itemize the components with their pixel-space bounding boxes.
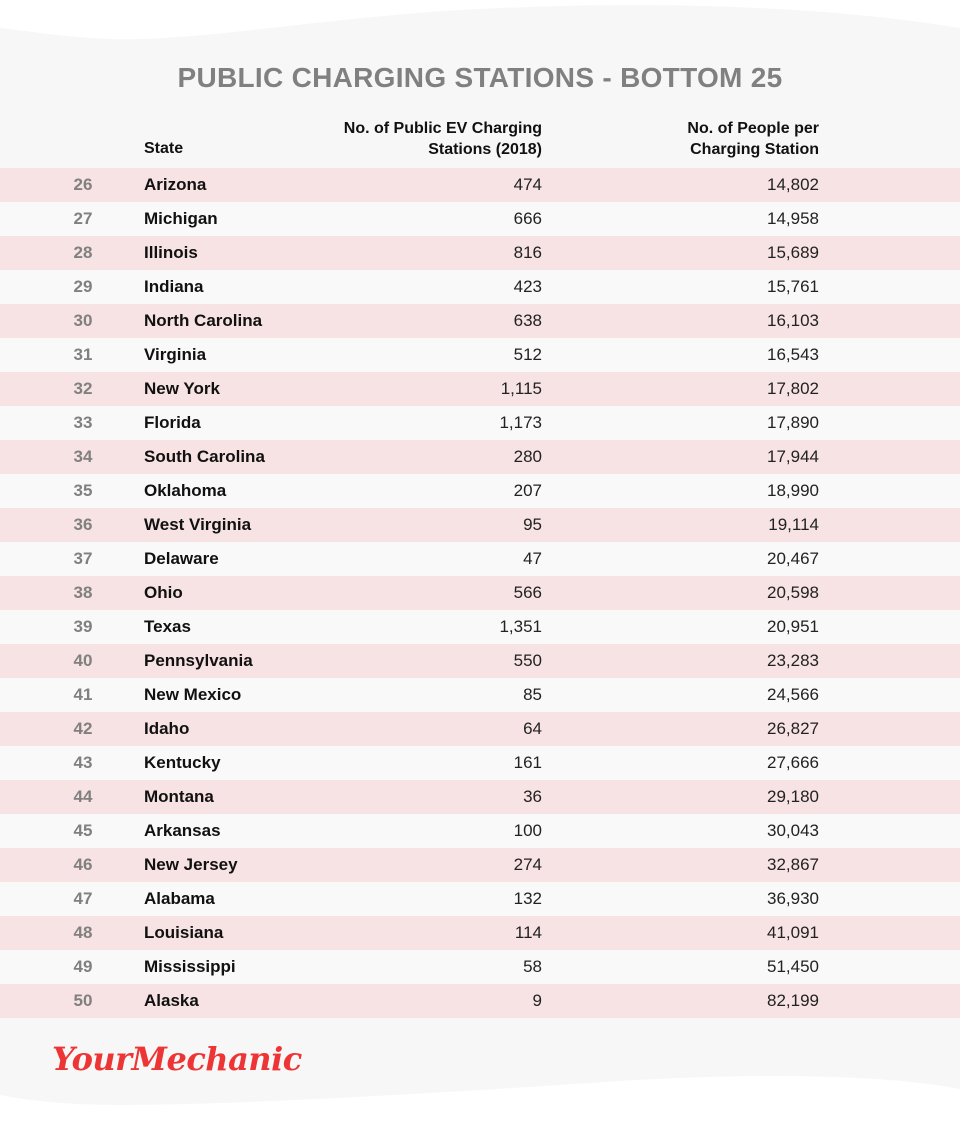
table-row bbox=[0, 610, 960, 644]
state-cell: Mississippi bbox=[144, 957, 236, 976]
rank-cell: 48 bbox=[73, 923, 93, 942]
rank-cell: 47 bbox=[73, 889, 93, 908]
table-row bbox=[0, 576, 960, 610]
people-cell: 41,091 bbox=[767, 923, 819, 942]
people-cell: 17,944 bbox=[767, 447, 819, 466]
stations-cell: 816 bbox=[513, 243, 542, 262]
state-cell: Montana bbox=[144, 787, 214, 806]
column-header-people bbox=[687, 118, 819, 160]
people-cell: 51,450 bbox=[767, 957, 819, 976]
state-cell: Alabama bbox=[144, 889, 215, 908]
rank-cell: 26 bbox=[73, 175, 93, 194]
stations-cell: 47 bbox=[523, 549, 542, 568]
people-cell: 17,802 bbox=[767, 379, 819, 398]
stations-cell: 638 bbox=[513, 311, 542, 330]
table-row bbox=[0, 474, 960, 508]
people-cell: 18,990 bbox=[767, 481, 819, 500]
state-cell: Indiana bbox=[144, 277, 204, 296]
rank-cell: 50 bbox=[73, 991, 93, 1010]
stations-cell: 161 bbox=[513, 753, 542, 772]
stations-cell: 100 bbox=[513, 821, 542, 840]
rank-cell: 40 bbox=[73, 651, 93, 670]
stations-cell: 1,351 bbox=[499, 617, 542, 636]
stations-cell: 566 bbox=[513, 583, 542, 602]
state-cell: Arizona bbox=[144, 175, 207, 194]
state-cell: Louisiana bbox=[144, 923, 224, 942]
rank-cell: 30 bbox=[73, 311, 93, 330]
people-cell: 19,114 bbox=[768, 515, 819, 534]
stations-cell: 64 bbox=[523, 719, 542, 738]
stations-cell: 1,173 bbox=[499, 413, 542, 432]
rank-cell: 39 bbox=[73, 617, 93, 636]
stations-cell: 1,115 bbox=[500, 379, 542, 398]
rank-cell: 49 bbox=[73, 957, 93, 976]
people-cell: 17,890 bbox=[767, 413, 819, 432]
state-cell: Pennsylvania bbox=[144, 651, 253, 670]
rank-cell: 35 bbox=[73, 481, 93, 500]
background-wave-bottom bbox=[0, 1069, 960, 1129]
stations-cell: 85 bbox=[523, 685, 542, 704]
stations-cell: 114 bbox=[514, 923, 542, 942]
stations-cell: 550 bbox=[513, 651, 542, 670]
people-cell: 16,543 bbox=[767, 345, 819, 364]
state-cell: Ohio bbox=[144, 583, 183, 602]
rank-cell: 27 bbox=[73, 209, 93, 228]
table-row bbox=[0, 678, 960, 712]
table-row bbox=[0, 406, 960, 440]
table-row bbox=[0, 168, 960, 202]
rank-cell: 44 bbox=[73, 787, 93, 806]
column-header-people-line1: No. of People per bbox=[687, 120, 819, 137]
stations-cell: 512 bbox=[513, 345, 542, 364]
background-wave-top bbox=[0, 0, 960, 60]
state-cell: Michigan bbox=[144, 209, 218, 228]
rank-cell: 45 bbox=[73, 821, 93, 840]
people-cell: 29,180 bbox=[767, 787, 819, 806]
stations-cell: 95 bbox=[523, 515, 542, 534]
people-cell: 14,802 bbox=[767, 175, 819, 194]
people-cell: 20,467 bbox=[767, 549, 819, 568]
table-row bbox=[0, 202, 960, 236]
column-header-state: State bbox=[144, 140, 184, 157]
people-cell: 24,566 bbox=[767, 685, 819, 704]
state-cell: Virginia bbox=[144, 345, 207, 364]
rank-cell: 28 bbox=[73, 243, 93, 262]
rank-cell: 38 bbox=[73, 583, 93, 602]
people-cell: 16,103 bbox=[767, 311, 819, 330]
rank-cell: 33 bbox=[73, 413, 93, 432]
state-cell: New York bbox=[144, 379, 220, 398]
people-cell: 15,761 bbox=[767, 277, 819, 296]
table-row bbox=[0, 270, 960, 304]
people-cell: 20,598 bbox=[767, 583, 819, 602]
rank-cell: 29 bbox=[73, 277, 93, 296]
stations-cell: 280 bbox=[513, 447, 542, 466]
table-row bbox=[0, 848, 960, 882]
state-cell: West Virginia bbox=[144, 515, 252, 534]
column-header-stations-line2: Stations (2018) bbox=[428, 141, 542, 158]
table-row bbox=[0, 882, 960, 916]
people-cell: 82,199 bbox=[767, 991, 819, 1010]
stations-cell: 666 bbox=[513, 209, 542, 228]
stations-cell: 207 bbox=[513, 481, 542, 500]
people-cell: 20,951 bbox=[767, 617, 819, 636]
table-row bbox=[0, 338, 960, 372]
state-cell: South Carolina bbox=[144, 447, 265, 466]
page-title: PUBLIC CHARGING STATIONS - BOTTOM 25 bbox=[177, 62, 783, 93]
stations-cell: 132 bbox=[513, 889, 542, 908]
table-header bbox=[0, 118, 960, 162]
rank-cell: 34 bbox=[73, 447, 93, 466]
data-table bbox=[0, 168, 960, 1018]
people-cell: 30,043 bbox=[767, 821, 819, 840]
table-row bbox=[0, 644, 960, 678]
state-cell: Illinois bbox=[144, 243, 198, 262]
stations-cell: 274 bbox=[513, 855, 542, 874]
people-cell: 27,666 bbox=[767, 753, 819, 772]
state-cell: Kentucky bbox=[144, 753, 221, 772]
table-row bbox=[0, 440, 960, 474]
table-row bbox=[0, 746, 960, 780]
stations-cell: 36 bbox=[523, 787, 542, 806]
table-row bbox=[0, 916, 960, 950]
yourmechanic-logo: YourMechanic bbox=[52, 1040, 302, 1078]
people-cell: 23,283 bbox=[767, 651, 819, 670]
rank-cell: 46 bbox=[73, 855, 93, 874]
column-header-people-line2: Charging Station bbox=[690, 141, 819, 158]
rank-cell: 36 bbox=[73, 515, 93, 534]
stations-cell: 58 bbox=[523, 957, 542, 976]
table-row bbox=[0, 950, 960, 984]
table-row bbox=[0, 984, 960, 1018]
people-cell: 14,958 bbox=[767, 209, 819, 228]
rank-cell: 31 bbox=[73, 345, 93, 364]
rank-cell: 32 bbox=[73, 379, 93, 398]
state-cell: New Mexico bbox=[144, 685, 242, 704]
stations-cell: 9 bbox=[532, 991, 542, 1010]
rank-cell: 41 bbox=[73, 685, 93, 704]
state-cell: Arkansas bbox=[144, 821, 221, 840]
people-cell: 32,867 bbox=[767, 855, 819, 874]
table-row bbox=[0, 372, 960, 406]
state-cell: North Carolina bbox=[144, 311, 263, 330]
state-cell: New Jersey bbox=[144, 855, 238, 874]
table-row bbox=[0, 542, 960, 576]
table-row bbox=[0, 304, 960, 338]
table-row bbox=[0, 814, 960, 848]
state-cell: Oklahoma bbox=[144, 481, 227, 500]
rank-cell: 42 bbox=[73, 719, 93, 738]
rank-cell: 43 bbox=[73, 753, 93, 772]
state-cell: Texas bbox=[144, 617, 191, 636]
table-row bbox=[0, 236, 960, 270]
rank-cell: 37 bbox=[73, 549, 93, 568]
table-row bbox=[0, 508, 960, 542]
state-cell: Delaware bbox=[144, 549, 219, 568]
state-cell: Alaska bbox=[144, 991, 199, 1010]
people-cell: 26,827 bbox=[767, 719, 819, 738]
state-cell: Florida bbox=[144, 413, 201, 432]
table-row bbox=[0, 712, 960, 746]
people-cell: 15,689 bbox=[767, 243, 819, 262]
stations-cell: 474 bbox=[513, 175, 542, 194]
state-cell: Idaho bbox=[144, 719, 190, 738]
column-header-stations bbox=[344, 118, 542, 160]
column-header-stations-line1: No. of Public EV Charging bbox=[343, 120, 542, 137]
people-cell: 36,930 bbox=[767, 889, 819, 908]
table-row bbox=[0, 780, 960, 814]
stations-cell: 423 bbox=[513, 277, 542, 296]
